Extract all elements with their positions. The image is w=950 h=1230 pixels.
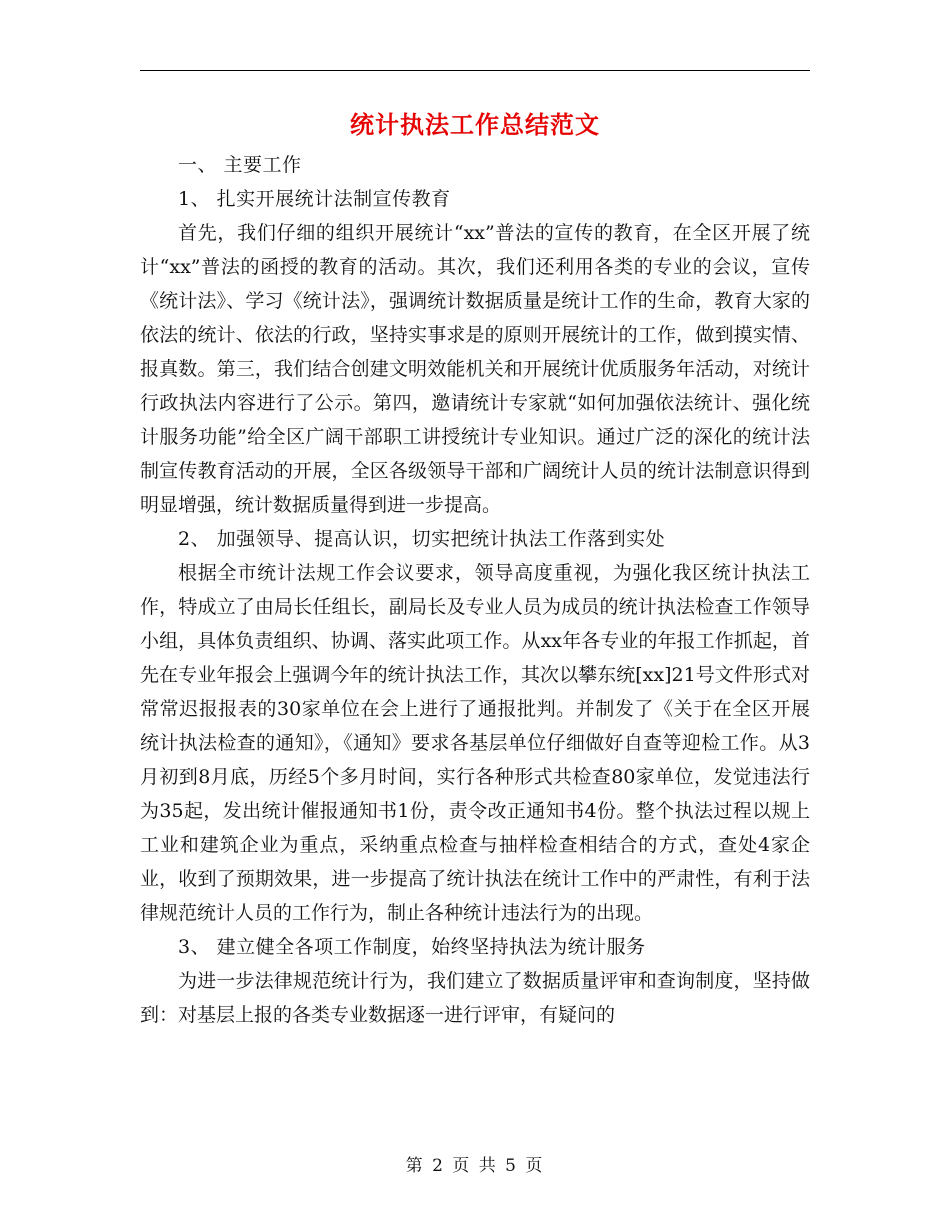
subsection-heading-2: 2、 加强领导、提高认识，切实把统计执法工作落到实处 bbox=[178, 528, 666, 550]
document-title: 统计执法工作总结范文 bbox=[350, 110, 600, 139]
body-paragraph-2: 根据全市统计法规工作会议要求，领导高度重视，为强化我区统计执法工作，特成立了由局长任组长，副局长及专业人员为成员的统计执法检查工作领导小组，具体负责组织、协调、落实此项工作。从xx年各专业的年报工作抓起，首先在专业年报会上强调今年的统计执法工作，其次以攀东统[xx]21号文件形式对常常迟报报表的30家单位在会上进行了通报批判。并制发了《关于在全区开展统计执法检查的通知》，《通知》要求各基层单位仔细做好自查等迎检工作。从3月初到8月底，历经5个多月时间，实行各种形式共检查80家单位，发觉违法行为35起，发出统计催报通知书1份，责令改正通知书4份。整个执法过程以规上工业和建筑企业为重点，采纳重点检查与抽样检查相结合的方式，查处4家企业，收到了预期效果，进一步提高了统计执法在统计工作中的严肃性，有利于法律规范统计人员的工作行为，制止各种统计违法行为的出现。 bbox=[140, 562, 810, 924]
header-rule bbox=[140, 70, 810, 71]
page-number-footer: 第 2 页 共 5 页 bbox=[405, 1156, 545, 1176]
section-heading-main-work: 一、 主要工作 bbox=[178, 154, 302, 176]
subsection-heading-1: 1、 扎实开展统计法制宣传教育 bbox=[178, 188, 451, 210]
body-paragraph-1: 首先，我们仔细的组织开展统计“xx”普法的宣传的教育，在全区开展了统计“xx”普法的函授的教育的活动。其次，我们还利用各类的专业的会议，宣传《统计法》、学习《统计法》，强调统计数据质量是统计工作的生命，教育大家的依法的统计、依法的行政，坚持实事求是的原则开展统计的工作，做到摸实情、报真数。第三，我们结合创建文明效能机关和开展统计优质服务年活动，对统计行政执法内容进行了公示。第四，邀请统计专家就“如何加强依法统计、强化统计服务功能”给全区广阔干部职工讲授统计专业知识。通过广泛的深化的统计法制宣传教育活动的开展，全区各级领导干部和广阔统计人员的统计法制意识得到明显增强，统计数据质量得到进一步提高。 bbox=[140, 222, 810, 516]
subsection-heading-3: 3、 建立健全各项工作制度，始终坚持执法为统计服务 bbox=[178, 936, 646, 958]
body-paragraph-3: 为进一步法律规范统计行为，我们建立了数据质量评审和查询制度，坚持做到：对基层上报的各类专业数据逐一进行评审，有疑问的 bbox=[140, 970, 810, 1026]
document-body bbox=[140, 148, 810, 1032]
